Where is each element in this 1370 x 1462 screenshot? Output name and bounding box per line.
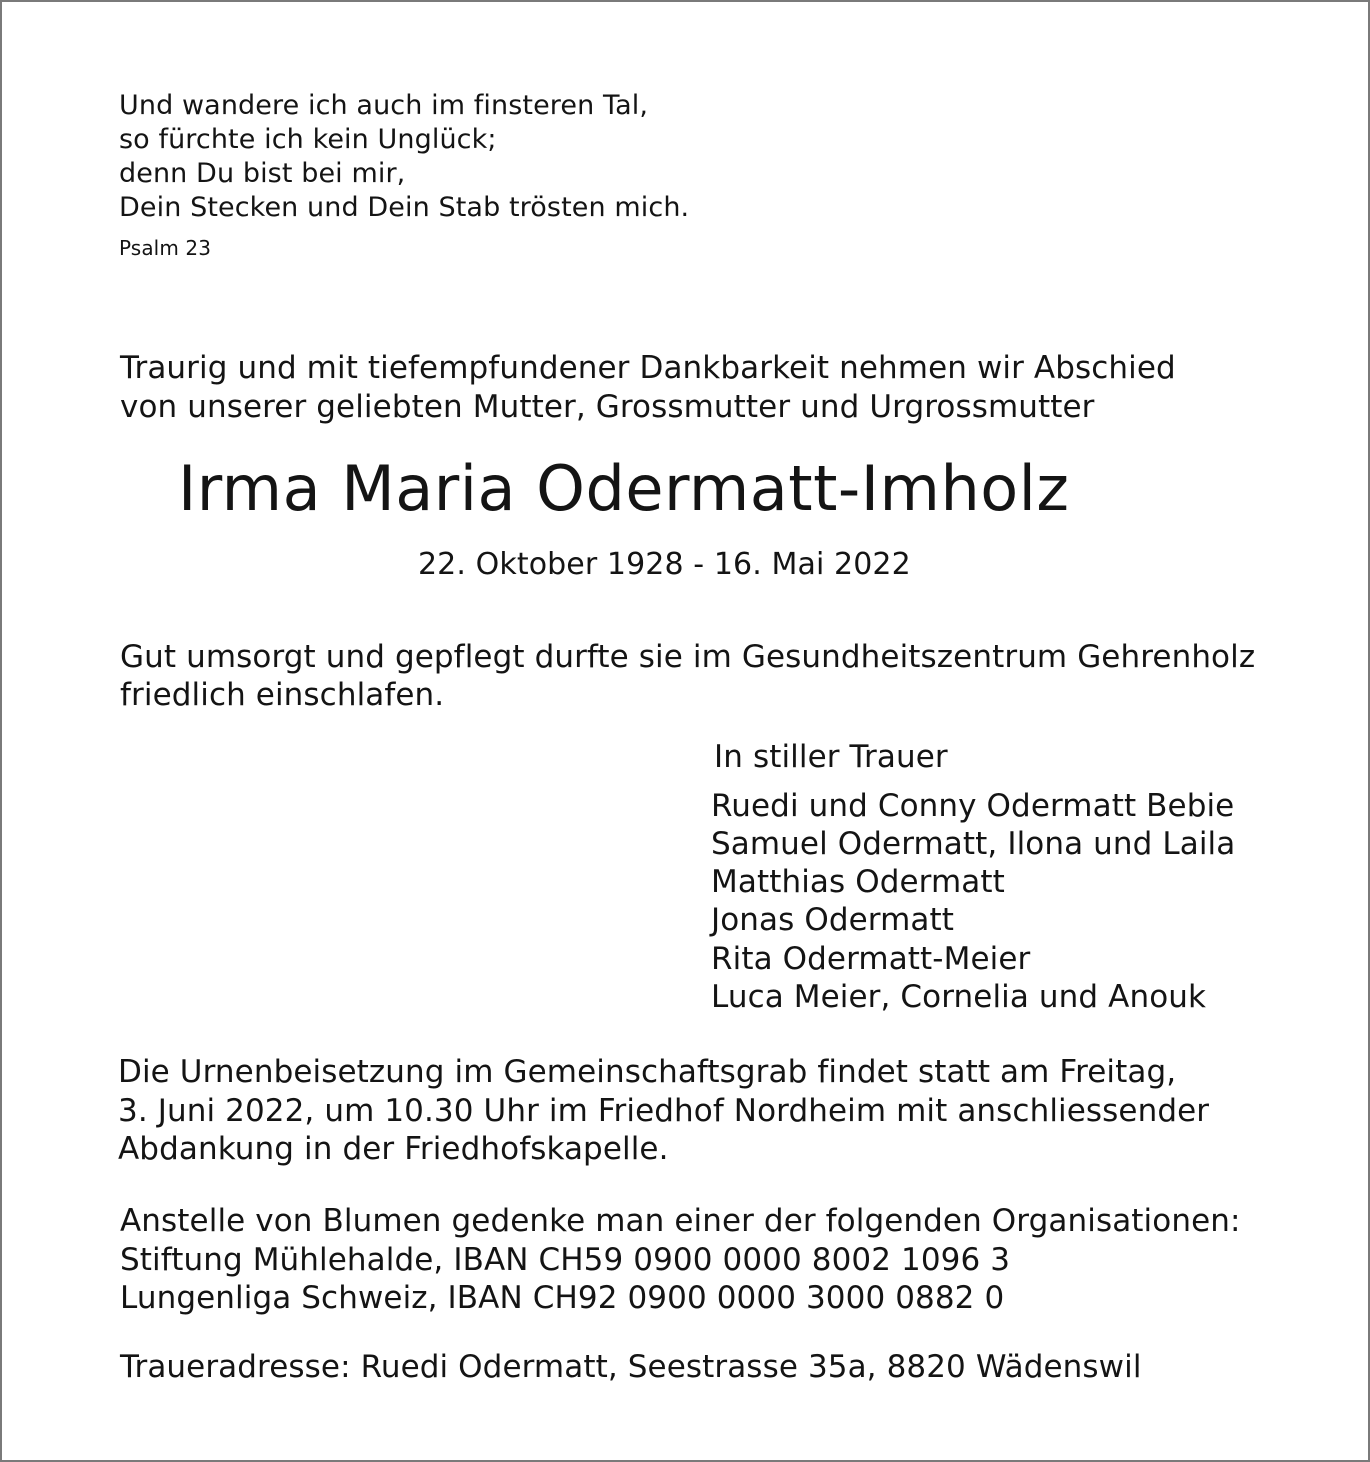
psalm-reference: Psalm 23 [119,236,212,260]
intro-line: von unserer geliebten Mutter, Grossmutter und Urgrossmutter [120,389,1095,425]
mourner-name: Matthias Odermatt [711,864,1005,900]
passing-line: Gut umsorgt und gepflegt durfte sie im Gesundheitszentrum Gehrenholz [120,639,1256,675]
donation-account: Lungenliga Schweiz, IBAN CH92 0900 0000 3000 0882 0 [120,1280,1005,1316]
passing-line: friedlich einschlafen. [120,677,445,713]
mourning-address: Traueradresse: Ruedi Odermatt, Seestrasse 35a, 8820 Wädenswil [120,1349,1142,1385]
mourner-name: Luca Meier, Cornelia und Anouk [711,979,1207,1015]
mourner-name: Rita Odermatt-Meier [711,941,1031,977]
mourner-name: Samuel Odermatt, Ilona und Laila [711,826,1236,862]
burial-line: Abdankung in der Friedhofskapelle. [118,1131,669,1167]
psalm-line: Dein Stecken und Dein Stab trösten mich. [119,192,690,223]
life-dates: 22. Oktober 1928 - 16. Mai 2022 [418,547,911,582]
mourners-heading: In stiller Trauer [714,739,948,775]
donation-account: Stiftung Mühlehalde, IBAN CH59 0900 0000 8002 1096 3 [120,1242,1011,1278]
psalm-line: so fürchte ich kein Unglück; [119,124,497,155]
mourner-name: Jonas Odermatt [711,902,955,938]
burial-line: Die Urnenbeisetzung im Gemeinschaftsgrab findet statt am Freitag, [118,1054,1177,1090]
psalm-line: denn Du bist bei mir, [119,158,406,189]
mourner-name: Ruedi und Conny Odermatt Bebie [711,788,1235,824]
donations-line: Anstelle von Blumen gedenke man einer der folgenden Organisationen: [120,1203,1241,1239]
intro-line: Traurig und mit tiefempfundener Dankbarkeit nehmen wir Abschied [120,350,1176,386]
deceased-name: Irma Maria Odermatt-Imholz [178,452,1070,525]
burial-line: 3. Juni 2022, um 10.30 Uhr im Friedhof Nordheim mit anschliessender [118,1093,1210,1129]
psalm-line: Und wandere ich auch im finsteren Tal, [119,90,649,121]
